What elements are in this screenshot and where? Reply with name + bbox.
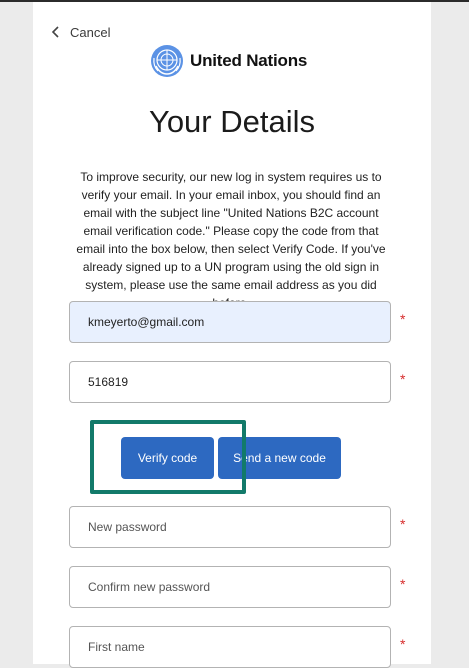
verify-code-button[interactable]: Verify code: [121, 437, 214, 479]
required-marker: *: [400, 311, 406, 327]
first-name-field[interactable]: [69, 626, 391, 668]
brand-logo: [150, 44, 307, 78]
required-marker: *: [400, 371, 406, 387]
brand-name: United Nations: [190, 51, 308, 70]
intro-line: email into the box below, then select Verify Code. If you've: [76, 242, 386, 256]
un-emblem-icon: [150, 44, 184, 78]
intro-line: email with the subject line "United Nations B2C account: [83, 206, 379, 220]
confirm-password-field[interactable]: [69, 566, 391, 608]
cancel-label: Cancel: [70, 24, 111, 40]
intro-text: [68, 168, 394, 312]
intro-line: already signed up to a UN program using the old sign in: [82, 260, 380, 274]
send-new-code-button[interactable]: Send a new code: [218, 437, 341, 479]
intro-line: email verification code." Please copy the code from that: [83, 224, 379, 238]
required-marker: *: [400, 576, 406, 592]
cancel-link[interactable]: [50, 24, 110, 40]
intro-line: system, please use the same email address as you did: [85, 278, 377, 292]
page-title: Your Details: [148, 104, 315, 139]
verification-code-field[interactable]: [69, 361, 391, 403]
email-field[interactable]: [69, 301, 391, 343]
new-password-field[interactable]: [69, 506, 391, 548]
intro-line: verify your email. In your email inbox, you should find an: [81, 188, 381, 202]
chevron-left-icon: [50, 25, 62, 39]
required-marker: *: [400, 516, 406, 532]
intro-line: To improve security, our new log in system requires us to: [80, 170, 382, 184]
required-marker: *: [400, 636, 406, 652]
